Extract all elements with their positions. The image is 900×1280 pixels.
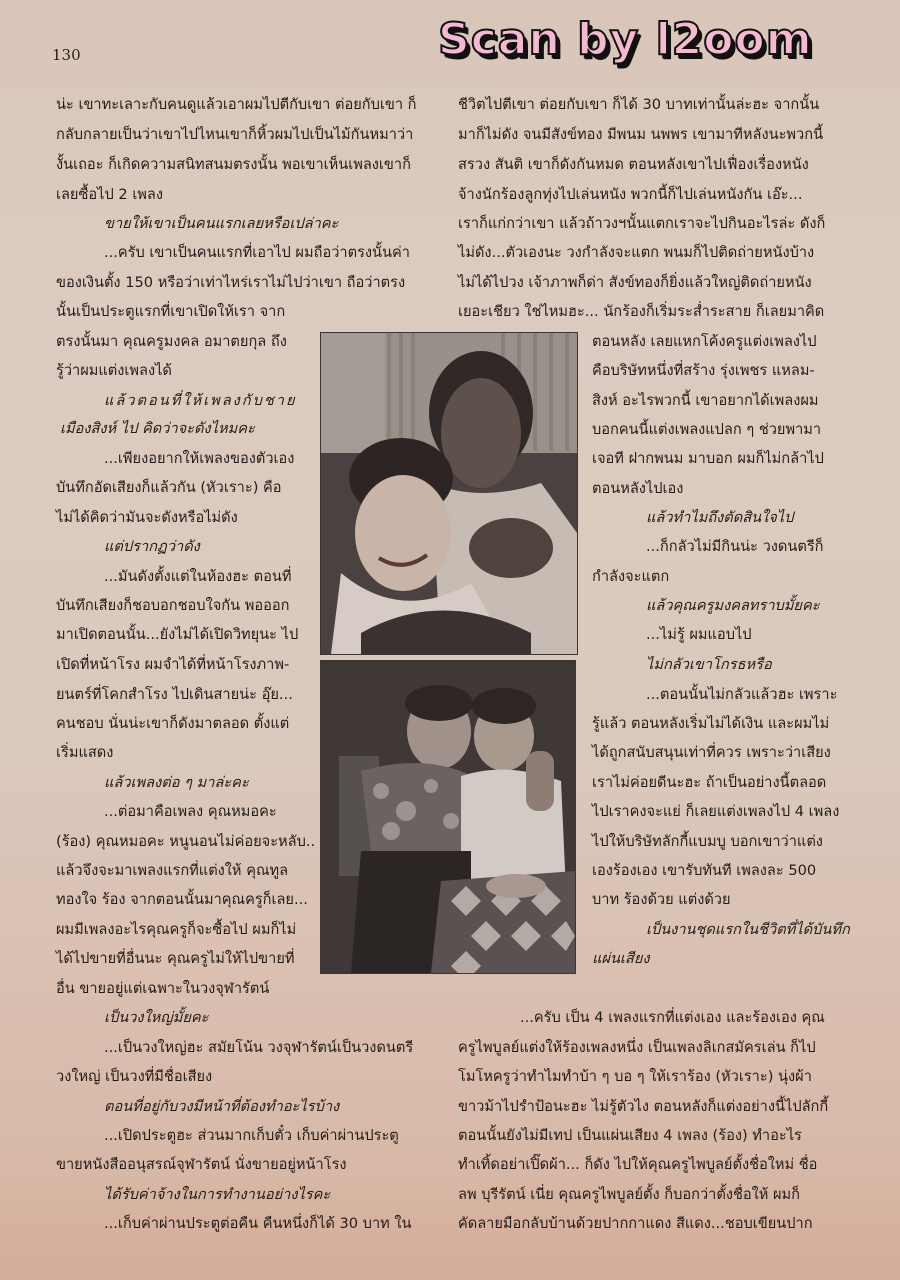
text-line: บันทึกอัดเสียงก็แล้วกัน (หัวเราะ) คือ	[56, 479, 282, 496]
text-line: ไปให้บริษัทลักกี้แบมบู บอกเขาว่าแต่ง	[592, 833, 823, 850]
interview-question: เป็นวงใหญ่มั้ยคะ	[104, 1009, 209, 1026]
text-line: ไม่ได้คิดว่ามันจะดังหรือไม่ดัง	[56, 509, 238, 526]
scan-watermark: Scan by l2oom	[438, 14, 813, 65]
text-line: รู้แล้ว ตอนหลังเริ่มไม่ได้เงิน และผมไม่	[592, 715, 830, 732]
interview-question: ขายให้เขาเป็นคนแรกเลยหรือเปล่าคะ	[104, 215, 339, 232]
text-line: อื่น ขายอยู่แต่เฉพาะในวงจุฬารัตน์	[56, 980, 270, 997]
text-line: ยนตร์ที่โคกสำโรง ไปเดินสายน่ะ อุ๊ย...	[56, 686, 293, 703]
text-line: ตอนหลัง เลยแหกโค้งครูแต่งเพลงไป	[592, 333, 817, 350]
interview-question: แต่ปรากฏว่าดัง	[104, 538, 200, 555]
text-line: เจอที ฝากพนม มาบอก ผมก็ไม่กล้าไป	[592, 450, 824, 467]
text-line: กำลังจะแตก	[592, 568, 670, 585]
text-line: ตอนนั้นยังไม่มีเทป เป็นแผ่นเสียง 4 เพลง (ร้อง) ทำอะไร	[458, 1127, 802, 1144]
text-line: นั้นเป็นประตูแรกที่เขาเปิดให้เรา จาก	[56, 303, 286, 320]
text-line: ตอนหลังไปเอง	[592, 480, 684, 497]
text-line: งั้นเถอะ ก็เกิดความสนิทสนมตรงนั้น พอเขาเห็นเพลงเขาก็	[56, 156, 411, 173]
text-line: ...ต่อมาคือเพลง คุณหมอคะ	[104, 803, 277, 820]
text-line: คัดลายมือกลับบ้านด้วยปากกาแดง สีแดง...ชอบเขียนปาก	[458, 1215, 813, 1232]
text-line: ชีวิตไปตีเขา ต่อยกับเขา ก็ได้ 30 บาทเท่านั้นล่ะฮะ จากนั้น	[458, 96, 820, 113]
text-line: เองร้องเอง เขารับทันที เพลงละ 500	[592, 862, 817, 879]
text-line: ทองใจ ร้อง จากตอนนั้นมาคุณครูก็เลย...	[56, 891, 308, 908]
text-line: แล้วจึงจะมาเพลงแรกที่แต่งให้ คุณทูล	[56, 862, 289, 879]
interview-question: เป็นงานชุดแรกในชีวิตที่ได้บันทึก	[646, 921, 850, 938]
text-line: บันทึกเสียงก็ชอบอกชอบใจกัน พอออก	[56, 597, 290, 614]
text-line: สิงห์ อะไรพวกนี้ เขาอยากได้เพลงผม	[592, 392, 819, 409]
text-line: ได้ไปขายที่อื่นนะ คุณครูไม่ให้ไปขายที่	[56, 950, 295, 967]
text-line: ...ครับ เป็น 4 เพลงแรกที่แต่งเอง และร้องเอง คุณ	[520, 1009, 825, 1026]
text-line: ขายหนังสืออนุสรณ์จุฬารัตน์ นั่งขายอยู่หน้าโรง	[56, 1156, 347, 1173]
interview-question: ตอนที่อยู่กับวงมีหน้าที่ต้องทำอะไรบ้าง	[104, 1098, 340, 1115]
text-line: คือบริษัทหนึ่งที่สร้าง รุ่งเพชร แหลม-	[592, 362, 815, 379]
interview-question: แล้วตอนที่ให้เพลงกับชาย	[104, 392, 297, 409]
text-line: ...เพียงอยากให้เพลงของตัวเอง	[104, 450, 295, 467]
text-line: โมโหครูว่าทำไมทำบ้า ๆ บอ ๆ ให้เราร้อง (หัวเราะ) นุ่งผ้า	[458, 1068, 812, 1085]
interview-question: แล้วคุณครูมงคลทราบมั้ยคะ	[646, 597, 820, 614]
text-line: จ้างนักร้องลูกทุ่งไปเล่นหนัง พวกนี้ก็ไปเล่นหนังกัน เอ๊ะ...	[458, 186, 803, 203]
text-line: ...มันดังตั้งแต่ในห้องฮะ ตอนที่	[104, 568, 292, 585]
photo-couple-seated	[320, 660, 576, 974]
text-line: เราไม่ค่อยดีนะฮะ ถ้าเป็นอย่างนี้ตลอด	[592, 774, 827, 791]
text-line: มาเปิดตอนนั้น...ยังไม่ได้เปิดวิทยุนะ ไป	[56, 626, 299, 643]
text-line: ...ก็กลัวไม่มีกินน่ะ วงดนตรีก็	[646, 538, 824, 555]
page-number: 130	[52, 46, 81, 64]
interview-question: แผ่นเสียง	[592, 950, 650, 967]
text-line: มาก็ไม่ดัง จนมีสังข์ทอง มีพนม นพพร เขามาทีหลังนะพวกนี้	[458, 126, 824, 143]
text-line: ขาวม้าไปรำป้อนะฮะ ไม่รู้ตัวไง ตอนหลังก็แต่งอย่างนี้ไปลักกี้	[458, 1098, 829, 1115]
interview-question: ไม่กลัวเขาโกรธหรือ	[646, 656, 772, 673]
text-line: เยอะเชียว ใช่ไหมฮะ... นักร้องก็เริ่มระส่ำระสาย ก็เลยมาคิด	[458, 303, 825, 320]
interview-question: ได้รับค่าจ้างในการทำงานอย่างไรคะ	[104, 1186, 331, 1203]
text-line: ...ครับ เขาเป็นคนแรกที่เอาไป ผมถือว่าตรงนั้นค่า	[104, 244, 410, 261]
text-line: ครูไพบูลย์แต่งให้ร้องเพลงหนึ่ง เป็นเพลงลิเกสมัครเล่น ก็ไป	[458, 1039, 816, 1056]
photo-illustration	[321, 661, 575, 973]
text-line: คนชอบ นั่นน่ะเขาก็ดังมาตลอด ตั้งแต่	[56, 715, 290, 732]
text-line: เราก็แก่กว่าเขา แล้วถ้าวงฯนั้นแตกเราจะไปกินอะไรล่ะ ดังก็	[458, 215, 826, 232]
text-line: รู้ว่าผมแต่งเพลงได้	[56, 362, 172, 379]
text-line: น่ะ เขาทะเลาะกับคนดูแล้วเอาผมไปตีกับเขา ต่อยกับเขา ก็	[56, 96, 417, 113]
text-line: ไม่ดัง...ตัวเองนะ วงกำลังจะแตก พนมก็ไปติดถ่ายหนังบ้าง	[458, 244, 815, 261]
text-line: ...ตอนนั้นไม่กลัวแล้วฮะ เพราะ	[646, 686, 838, 703]
text-line: ลพ บุรีรัตน์ เนี่ย คุณครูไพบูลย์ตั้ง ก็บอกว่าตั้งชื่อให้ ผมก็	[458, 1186, 801, 1203]
text-line: สรวง สันติ เขาก็ดังกันหมด ตอนหลังเขาไปเฟื่องเรื่องหนัง	[458, 156, 809, 173]
text-line: ผมมีเพลงอะไรคุณครูก็จะซื้อไป ผมก็ไม่	[56, 921, 297, 938]
text-line: บาท ร้องด้วย แต่งด้วย	[592, 891, 731, 908]
text-line: ทำเทิ้ดอย่าเปิ๊ดผ้า... ก็ดัง ไปให้คุณครูไพบูลย์ตั้งชื่อใหม่ ชื่อ	[458, 1156, 818, 1173]
text-line: เปิดที่หน้าโรง ผมจำได้ที่หน้าโรงภาพ-	[56, 656, 290, 673]
photo-couple-portrait	[320, 332, 578, 655]
interview-question: เมืองสิงห์ ไป คิดว่าจะดังไหมคะ	[60, 420, 255, 437]
text-line: ...เปิดประตูฮะ ส่วนมากเก็บตั๋ว เก็บค่าผ่านประตู	[104, 1127, 399, 1144]
text-line: วงใหญ่ เป็นวงที่มีชื่อเสียง	[56, 1068, 213, 1085]
text-line: ...ไม่รู้ ผมแอบไป	[646, 626, 752, 643]
text-line: ...เก็บค่าผ่านประตูต่อคืน คืนหนึ่งก็ได้ 30 บาท ใน	[104, 1215, 412, 1232]
text-line: ตรงนั้นมา คุณครูมงคล อมาตยกุล ถึง	[56, 333, 287, 350]
text-line: ของเงินตั้ง 150 หรือว่าเท่าไหร่เราไม่ไปว่าเขา ถือว่าตรง	[56, 274, 406, 291]
text-line: (ร้อง) คุณหมอคะ หนูนอนไม่ค่อยจะหลับ..	[56, 833, 316, 850]
interview-question: แล้วทำไมถึงตัดสินใจไป	[646, 509, 794, 526]
text-line: ได้ถูกสนับสนุนเท่าที่ควร เพราะว่าเสียง	[592, 744, 831, 761]
text-line: บอกคนนี้แต่งเพลงแปลก ๆ ช่วยพามา	[592, 421, 822, 438]
text-line: ไปเราคงจะแย่ ก็เลยแต่งเพลงไป 4 เพลง	[592, 803, 840, 820]
photo-illustration	[321, 333, 577, 654]
text-line: เลยซื้อไป 2 เพลง	[56, 186, 163, 203]
text-line: กลับกลายเป็นว่าเขาไปไหนเขาก็หิ้วผมไปเป็นไม้กันหมาว่า	[56, 126, 414, 143]
text-line: ไม่ได้ไปวง เจ้าภาพก็ด่า สังข์ทองก็ยิ่งแล้วใหญ่ติดถ่ายหนัง	[458, 274, 812, 291]
text-line: ...เป็นวงใหญ่ฮะ สมัยโน้น วงจุฬารัตน์เป็นวงดนตรี	[104, 1039, 414, 1056]
text-line: เริ่มแสดง	[56, 744, 114, 761]
interview-question: แล้วเพลงต่อ ๆ มาล่ะคะ	[104, 774, 249, 791]
